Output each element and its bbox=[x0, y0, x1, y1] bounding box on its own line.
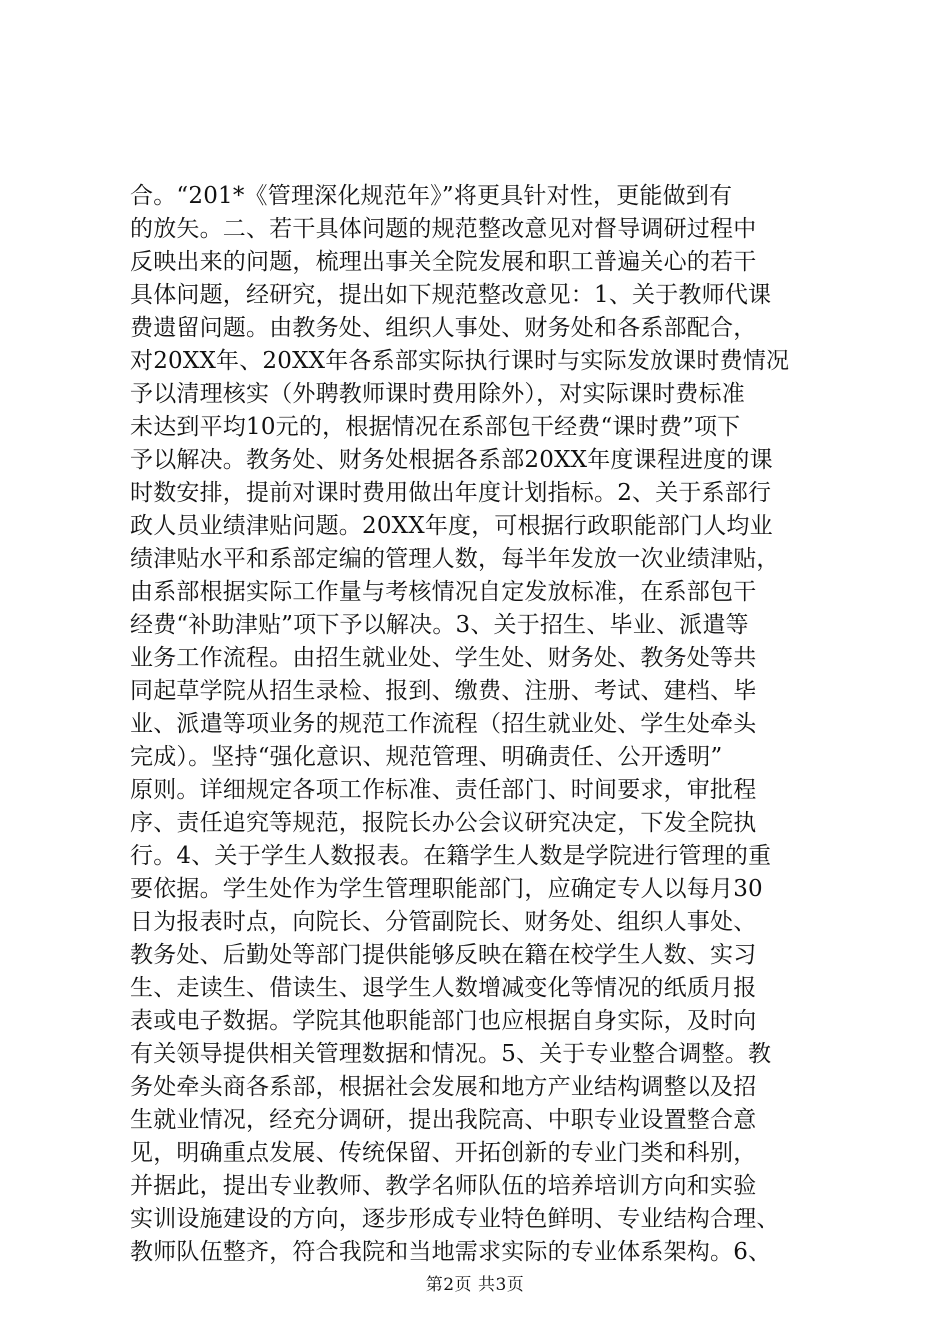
text-line: 绩津贴水平和系部定编的管理人数，每半年发放一次业绩津贴， bbox=[130, 546, 780, 572]
text-line: 表或电子数据。学院其他职能部门也应根据自身实际，及时向 bbox=[130, 1008, 757, 1034]
text-line: 由系部根据实际工作量与考核情况自定发放标准，在系部包干 bbox=[130, 579, 757, 605]
text-line: 政人员业绩津贴问题。20XX年度，可根据行政职能部门人均业 bbox=[130, 513, 773, 539]
text-line: 序、责任追究等规范，报院长办公会议研究决定，下发全院执 bbox=[130, 810, 757, 836]
text-line: 业务工作流程。由招生就业处、学生处、财务处、教务处等共 bbox=[130, 645, 757, 671]
text-line: 完成）。坚持“强化意识、规范管理、明确责任、公开透明” bbox=[130, 744, 723, 770]
text-line: 予以解决。教务处、财务处根据各系部20XX年度课程进度的课 bbox=[130, 447, 773, 473]
body-paragraph bbox=[130, 180, 830, 1269]
text-line: 的放矢。二、若干具体问题的规范整改意见对督导调研过程中 bbox=[130, 216, 757, 242]
text-line: 有关领导提供相关管理数据和情况。5、关于专业整合调整。教 bbox=[130, 1041, 772, 1067]
text-line: 业、派遣等项业务的规范工作流程（招生就业处、学生处牵头 bbox=[130, 711, 757, 737]
page-number-label: 第2页 共3页 bbox=[425, 1275, 525, 1295]
text-line: 要依据。学生处作为学生管理职能部门，应确定专人以每月30 bbox=[130, 876, 763, 902]
text-line: 反映出来的问题，梳理出事关全院发展和职工普遍关心的若干 bbox=[130, 249, 757, 275]
text-line: 教师队伍整齐，符合我院和当地需求实际的专业体系架构。6、 bbox=[130, 1239, 772, 1265]
text-line: 行。4、关于学生人数报表。在籍学生人数是学院进行管理的重 bbox=[130, 843, 772, 869]
text-line: 时数安排，提前对课时费用做出年度计划指标。2、关于系部行 bbox=[130, 480, 772, 506]
text-line: 予以清理核实（外聘教师课时费用除外），对实际课时费标准 bbox=[130, 381, 745, 407]
text-line: 未达到平均10元的，根据情况在系部包干经费“课时费”项下 bbox=[130, 414, 741, 440]
text-line: 对20XX年、20XX年各系部实际执行课时与实际发放课时费情况 bbox=[130, 348, 790, 374]
text-line: 日为报表时点，向院长、分管副院长、财务处、组织人事处、 bbox=[130, 909, 757, 935]
text-line: 具体问题，经研究，提出如下规范整改意见：1、关于教师代课 bbox=[130, 282, 772, 308]
text-line: 原则。详细规定各项工作标准、责任部门、时间要求，审批程 bbox=[130, 777, 757, 803]
text-line: 合。“201*《管理深化规范年》”将更具针对性，更能做到有 bbox=[130, 183, 733, 209]
text-line: 教务处、后勤处等部门提供能够反映在籍在校学生人数、实习 bbox=[130, 942, 757, 968]
text-line: 生就业情况，经充分调研，提出我院高、中职专业设置整合意 bbox=[130, 1107, 757, 1133]
text-line: 同起草学院从招生录检、报到、缴费、注册、考试、建档、毕 bbox=[130, 678, 757, 704]
text-line: 务处牵头商各系部，根据社会发展和地方产业结构调整以及招 bbox=[130, 1074, 757, 1100]
text-line: 实训设施建设的方向，逐步形成专业特色鲜明、专业结构合理、 bbox=[130, 1206, 780, 1232]
text-line: 见，明确重点发展、传统保留、开拓创新的专业门类和科别， bbox=[130, 1140, 757, 1166]
text-line: 生、走读生、借读生、退学生人数增减变化等情况的纸质月报 bbox=[130, 975, 757, 1001]
text-line: 费遗留问题。由教务处、组织人事处、财务处和各系部配合， bbox=[130, 315, 757, 341]
text-line: 并据此，提出专业教师、教学名师队伍的培养培训方向和实验 bbox=[130, 1173, 757, 1199]
text-line: 经费“补助津贴”项下予以解决。3、关于招生、毕业、派遣等 bbox=[130, 612, 749, 638]
page-footer bbox=[0, 1270, 950, 1295]
